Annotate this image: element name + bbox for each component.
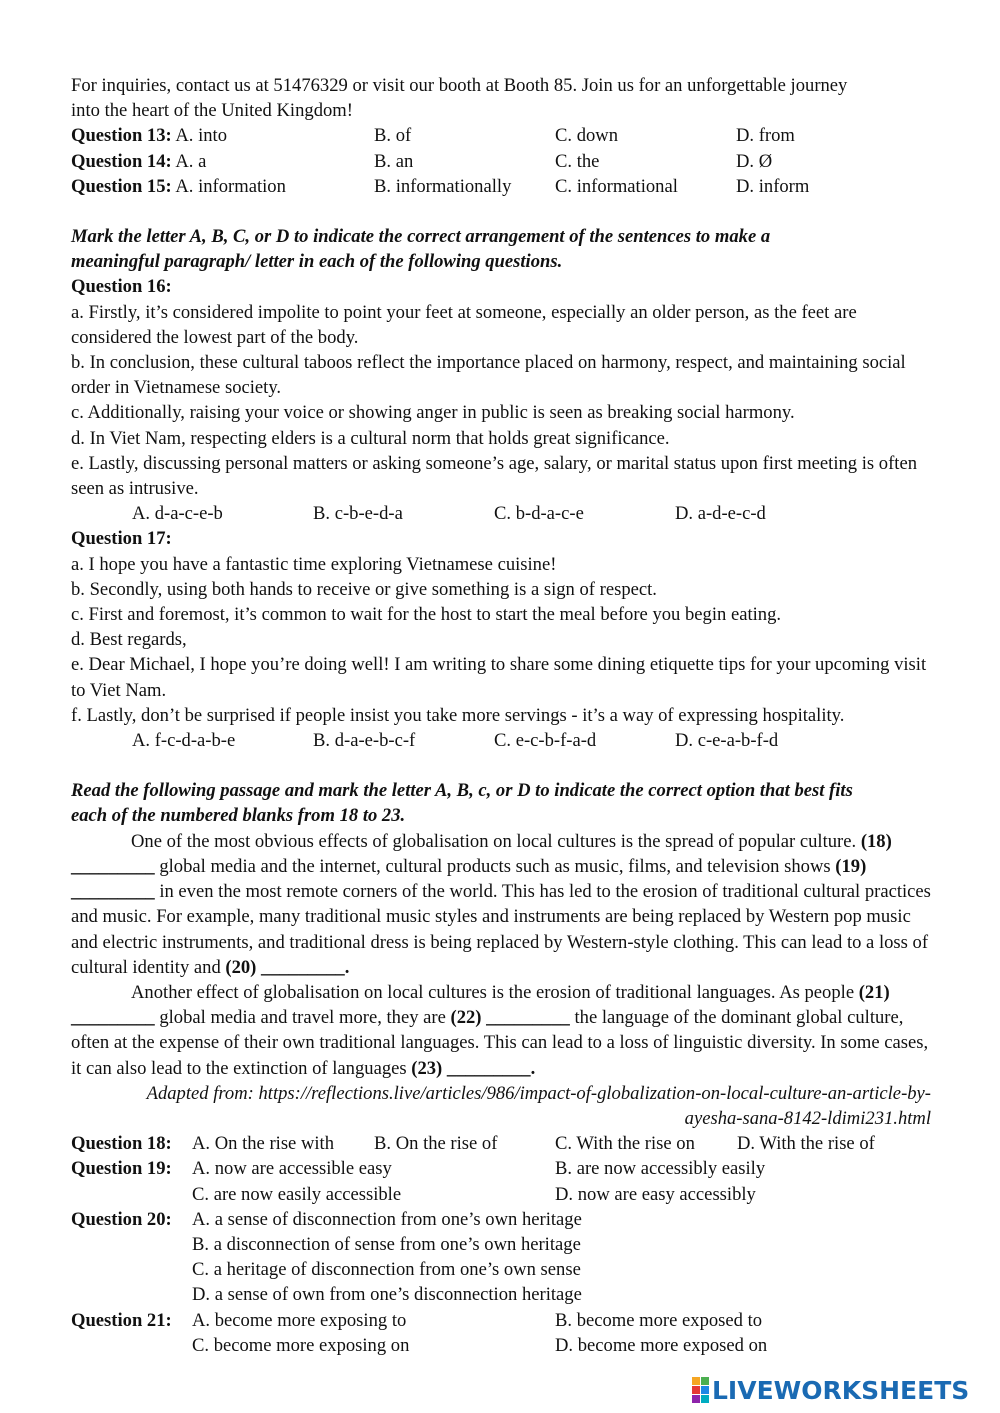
question-13-label: Question 13:	[71, 125, 172, 147]
p1-text-b: in even the most remote corners of the world. This has led to the erosion of traditional cultural practices and music. For example, many traditional music styles and instruments are being replaced by Western pop music and electric instruments, and traditional dress is being replaced by Western-style clothing. This can lead to a loss of cultural identity and	[71, 881, 931, 978]
question-19-row-2	[71, 1182, 931, 1207]
question-13	[71, 123, 931, 148]
q17-sentence-b: b. Secondly, using both hands to receive or give something is a sign of respect.	[71, 578, 657, 600]
q17-option-b[interactable]: B. d-a-e-b-c-f	[313, 730, 416, 752]
question-15	[71, 174, 931, 199]
logo-square-5	[692, 1395, 700, 1403]
blank-22[interactable]: (22) _________	[450, 1007, 570, 1029]
liveworksheets-logo-icon	[692, 1377, 709, 1403]
logo-square-1	[692, 1377, 700, 1385]
q17-sentence-e: e. Dear Michael, I hope you’re doing well! I am writing to share some dining etiquette tips for your upcoming visit to Viet Nam.	[71, 654, 927, 701]
q16-sentence-c: c. Additionally, raising your voice or showing anger in public is seen as breaking social harmony.	[71, 402, 795, 424]
question-20-row-2	[71, 1232, 931, 1257]
q15-option-b[interactable]: B. informationally	[374, 175, 512, 197]
question-20-row-1	[71, 1207, 931, 1232]
p1-text-start: One of the most obvious effects of globalisation on local cultures is the spread of popular culture.	[131, 830, 857, 852]
passage-instruction-1: Read the following passage and mark the letter A, B, c, or D to indicate the correct option that best fits	[71, 780, 853, 802]
q16-sentence-b: b. In conclusion, these cultural taboos reflect the importance placed on harmony, respect, and maintaining social order in Vietnamese society.	[71, 352, 906, 399]
q17-sentence-a: a. I hope you have a fantastic time exploring Vietnamese cuisine!	[71, 553, 557, 575]
source-line-1: Adapted from: https://reflections.live/articles/986/impact-of-globalization-on-local-culture-an-article-by-	[146, 1082, 931, 1104]
question-19-label: Question 19:	[71, 1158, 172, 1180]
worksheet-page	[71, 73, 931, 1358]
liveworksheets-logo-text: LIVEWORKSHEETS	[712, 1375, 970, 1405]
passage-instruction-2: each of the numbered blanks from 18 to 23.	[71, 805, 406, 827]
source-line-2: ayesha-sana-8142-ldimi231.html	[684, 1107, 931, 1129]
question-21-row-1	[71, 1308, 931, 1333]
arrange-instruction-1: Mark the letter A, B, C, or D to indicate the correct arrangement of the sentences to make a	[71, 226, 771, 248]
liveworksheets-logo	[692, 1376, 969, 1404]
q16-sentence-d: d. In Viet Nam, respecting elders is a cultural norm that holds great significance.	[71, 427, 670, 449]
p2-text-start: Another effect of globalisation on local cultures is the erosion of traditional languages. As people	[131, 981, 859, 1003]
q14-option-a[interactable]: A. a	[175, 150, 207, 172]
q13-option-c[interactable]: C. down	[555, 125, 619, 147]
q21-option-c[interactable]: C. become more exposing on	[192, 1334, 410, 1356]
q15-option-d[interactable]: D. inform	[736, 175, 810, 197]
q17-sentence-f: f. Lastly, don’t be surprised if people insist you take more servings - it’s a way of expressing hospitality.	[71, 704, 845, 726]
question-21-label: Question 21:	[71, 1309, 172, 1331]
question-18	[71, 1131, 931, 1156]
question-14	[71, 149, 931, 174]
passage-paragraph-1	[71, 829, 931, 980]
q19-option-d[interactable]: D. now are easy accessibly	[555, 1183, 756, 1205]
q13-option-b[interactable]: B. of	[374, 125, 412, 147]
q16-options	[71, 501, 931, 526]
blank-21[interactable]: (21) _________	[71, 981, 890, 1029]
q16-sentence-a: a. Firstly, it’s considered impolite to point your feet at someone, especially an older person, as the feet are considered the lowest part of the body.	[71, 301, 857, 348]
p2-text-a: global media and travel more, they are	[154, 1007, 451, 1029]
p1-text-a: global media and the internet, cultural products such as music, films, and television shows	[154, 855, 836, 877]
question-20-label: Question 20:	[71, 1208, 172, 1230]
q13-option-d[interactable]: D. from	[736, 125, 795, 147]
question-17-label: Question 17:	[71, 528, 172, 550]
q14-option-c[interactable]: C. the	[555, 150, 600, 172]
logo-square-6	[701, 1395, 709, 1403]
q21-option-b[interactable]: B. become more exposed to	[555, 1309, 763, 1331]
q20-option-a[interactable]: A. a sense of disconnection from one’s own heritage	[192, 1208, 582, 1230]
q19-option-a[interactable]: A. now are accessible easy	[192, 1158, 392, 1180]
q20-option-d[interactable]: D. a sense of own from one’s disconnection heritage	[192, 1284, 582, 1306]
p2-text-b: the language of the dominant global culture, often at the expense of their own traditional languages. This can lead to a loss of linguistic diversity. In some cases, it can also lead to the extinction of languages	[71, 1007, 929, 1079]
q13-option-a[interactable]: A. into	[175, 125, 228, 147]
q18-option-c[interactable]: C. With the rise on	[555, 1133, 695, 1155]
q14-option-b[interactable]: B. an	[374, 150, 414, 172]
logo-square-3	[692, 1386, 700, 1394]
q20-option-c[interactable]: C. a heritage of disconnection from one’s own sense	[192, 1259, 581, 1281]
question-18-label: Question 18:	[71, 1133, 172, 1155]
q16-sentence-e: e. Lastly, discussing personal matters or asking someone’s age, salary, or marital status upon first meeting is often seen as intrusive.	[71, 452, 917, 500]
question-19-row-1	[71, 1156, 931, 1181]
q15-option-c[interactable]: C. informational	[555, 175, 678, 197]
logo-square-4	[701, 1386, 709, 1394]
q19-option-c[interactable]: C. are now easily accessible	[192, 1183, 402, 1205]
logo-square-2	[701, 1377, 709, 1385]
q17-option-d[interactable]: D. c-e-a-b-f-d	[675, 730, 779, 752]
blank-19[interactable]: (19) _________	[71, 855, 867, 903]
question-20-row-4	[71, 1282, 931, 1307]
question-14-label: Question 14:	[71, 150, 172, 172]
passage-paragraph-2	[71, 980, 931, 1081]
q20-option-b[interactable]: B. a disconnection of sense from one’s own heritage	[192, 1233, 581, 1255]
q17-option-c[interactable]: C. e-c-b-f-a-d	[494, 730, 597, 752]
q17-sentence-c: c. First and foremost, it’s common to wait for the host to start the meal before you begin eating.	[71, 604, 782, 626]
q16-option-d[interactable]: D. a-d-e-c-d	[675, 503, 766, 525]
question-16-label: Question 16:	[71, 276, 172, 298]
arrange-instruction-2: meaningful paragraph/ letter in each of the following questions.	[71, 251, 563, 273]
q17-options	[71, 728, 931, 753]
q21-option-a[interactable]: A. become more exposing to	[192, 1309, 407, 1331]
blank-23[interactable]: (23) _________.	[411, 1057, 536, 1079]
intro-line-1: For inquiries, contact us at 51476329 or visit our booth at Booth 85. Join us for an unforgettable journey	[71, 75, 848, 96]
q18-option-b[interactable]: B. On the rise of	[374, 1133, 498, 1155]
question-20-row-3	[71, 1257, 931, 1282]
question-15-label: Question 15:	[71, 175, 172, 197]
question-21-row-2	[71, 1333, 931, 1358]
blank-20[interactable]: (20) _________.	[225, 956, 350, 978]
q17-sentence-d: d. Best regards,	[71, 629, 187, 651]
q17-option-a[interactable]: A. f-c-d-a-b-e	[132, 730, 236, 752]
q16-option-c[interactable]: C. b-d-a-c-e	[494, 503, 584, 525]
q14-option-d[interactable]: D. Ø	[736, 150, 773, 172]
q18-option-d[interactable]: D. With the rise of	[737, 1133, 875, 1155]
q19-option-b[interactable]: B. are now accessibly easily	[555, 1158, 766, 1180]
blank-18[interactable]: (18) _________	[71, 830, 892, 877]
q15-option-a[interactable]: A. information	[175, 175, 286, 197]
q16-option-a[interactable]: A. d-a-c-e-b	[132, 503, 223, 525]
q21-option-d[interactable]: D. become more exposed on	[555, 1334, 768, 1356]
q18-option-a[interactable]: A. On the rise with	[192, 1133, 335, 1155]
intro-line-2: into the heart of the United Kingdom!	[71, 100, 353, 122]
q16-option-b[interactable]: B. c-b-e-d-a	[313, 503, 403, 525]
